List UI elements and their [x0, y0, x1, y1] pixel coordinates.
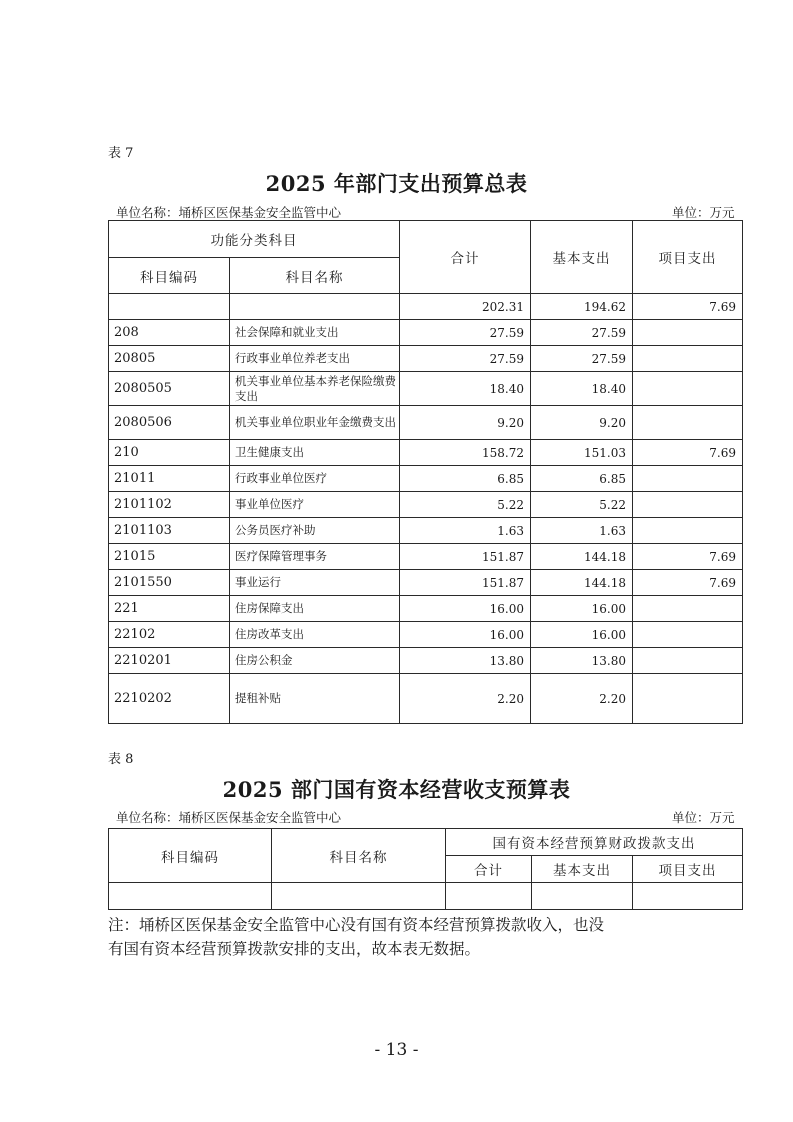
- subject-name-cell: 机关事业单位基本养老保险缴费支出: [230, 372, 400, 406]
- basic-cell: 27.59: [531, 346, 633, 372]
- subject-code-cell: 221: [109, 596, 230, 622]
- total-cell: 18.40: [400, 372, 531, 406]
- t8-cell: [446, 883, 532, 910]
- table-row: [109, 320, 743, 346]
- total-cell: 202.31: [400, 294, 531, 320]
- subject-code-cell: 2101550: [109, 570, 230, 596]
- subject-name-cell: 医疗保障管理事务: [230, 544, 400, 570]
- note-line-1: 注：埇桥区医保基金安全监管中心没有国有资本经营预算拨款收入，也没: [108, 916, 605, 934]
- t8-cell: [272, 883, 446, 910]
- state-capital-budget-table: [108, 828, 743, 910]
- table-row: [109, 622, 743, 648]
- subject-code-cell: 210: [109, 440, 230, 466]
- subject-name-cell: 住房公积金: [230, 648, 400, 674]
- basic-cell: 2.20: [531, 674, 633, 724]
- total-cell: 151.87: [400, 544, 531, 570]
- basic-cell: 9.20: [531, 406, 633, 440]
- table8-title: 2025 部门国有资本经营收支预算表: [222, 777, 571, 802]
- subject-name-cell: 行政事业单位医疗: [230, 466, 400, 492]
- project-cell: [633, 674, 743, 724]
- basic-cell: 16.00: [531, 596, 633, 622]
- t8-cell: [532, 883, 633, 910]
- subject-code-cell: 208: [109, 320, 230, 346]
- table-row: [109, 346, 743, 372]
- table-row: [109, 492, 743, 518]
- total-cell: 6.85: [400, 466, 531, 492]
- subject-name-cell: [230, 294, 400, 320]
- table-row: [109, 406, 743, 440]
- basic-cell: 13.80: [531, 648, 633, 674]
- basic-cell: 144.18: [531, 570, 633, 596]
- table-row: [109, 466, 743, 492]
- project-cell: 7.69: [633, 440, 743, 466]
- subject-code-cell: 2210202: [109, 674, 230, 724]
- table7-unit-name: 单位名称：埇桥区医保基金安全监管中心: [116, 205, 342, 220]
- basic-cell: 151.03: [531, 440, 633, 466]
- t8-header-group: 国有资本经营预算财政拨款支出: [446, 829, 743, 856]
- table-row: [109, 440, 743, 466]
- subject-name-cell: 公务员医疗补助: [230, 518, 400, 544]
- total-cell: 5.22: [400, 492, 531, 518]
- basic-cell: 27.59: [531, 320, 633, 346]
- table8-label: 表 8: [108, 752, 134, 767]
- total-cell: 16.00: [400, 622, 531, 648]
- basic-cell: 5.22: [531, 492, 633, 518]
- t8-header-total: 合计: [446, 856, 532, 883]
- table7-label: 表 7: [108, 146, 134, 161]
- total-cell: 9.20: [400, 406, 531, 440]
- t8-header-code: 科目编码: [109, 829, 272, 883]
- subject-name-cell: 行政事业单位养老支出: [230, 346, 400, 372]
- table-row: [109, 570, 743, 596]
- table8-unit-name: 单位名称：埇桥区医保基金安全监管中心: [116, 810, 342, 825]
- t8-empty-row: [109, 883, 743, 910]
- total-cell: 27.59: [400, 346, 531, 372]
- basic-cell: 18.40: [531, 372, 633, 406]
- subject-code-cell: 22102: [109, 622, 230, 648]
- header-basic: 基本支出: [531, 221, 633, 294]
- table7-unit: 单位：万元: [672, 205, 735, 220]
- t8-cell: [633, 883, 743, 910]
- table-row: [109, 648, 743, 674]
- subject-code-cell: [109, 294, 230, 320]
- table-row: [109, 544, 743, 570]
- subject-code-cell: 2101102: [109, 492, 230, 518]
- subject-name-cell: 卫生健康支出: [230, 440, 400, 466]
- subject-name-cell: 事业单位医疗: [230, 492, 400, 518]
- subject-name-cell: 住房改革支出: [230, 622, 400, 648]
- subject-code-cell: 21011: [109, 466, 230, 492]
- header-project: 项目支出: [633, 221, 743, 294]
- subject-name-cell: 事业运行: [230, 570, 400, 596]
- t8-cell: [109, 883, 272, 910]
- table-row: [109, 372, 743, 406]
- total-cell: 27.59: [400, 320, 531, 346]
- project-cell: [633, 492, 743, 518]
- subject-name-cell: 社会保障和就业支出: [230, 320, 400, 346]
- table7-title: 2025 年部门支出预算总表: [265, 171, 528, 196]
- project-cell: [633, 648, 743, 674]
- project-cell: [633, 372, 743, 406]
- subject-code-cell: 2080506: [109, 406, 230, 440]
- basic-cell: 16.00: [531, 622, 633, 648]
- note-line-2: 有国有资本经营预算拨款安排的支出，故本表无数据。: [108, 940, 481, 958]
- page-number: - 13 -: [374, 1040, 419, 1060]
- budget-expenditure-table: [108, 220, 743, 724]
- project-cell: [633, 346, 743, 372]
- total-cell: 16.00: [400, 596, 531, 622]
- table-row: [109, 518, 743, 544]
- basic-cell: 144.18: [531, 544, 633, 570]
- project-cell: [633, 596, 743, 622]
- total-cell: 2.20: [400, 674, 531, 724]
- subject-code-cell: 20805: [109, 346, 230, 372]
- project-cell: [633, 466, 743, 492]
- basic-cell: 194.62: [531, 294, 633, 320]
- project-cell: [633, 406, 743, 440]
- total-cell: 158.72: [400, 440, 531, 466]
- header-code: 科目编码: [109, 258, 230, 294]
- header-name: 科目名称: [230, 258, 400, 294]
- subject-name-cell: 提租补贴: [230, 674, 400, 724]
- subject-name-cell: 机关事业单位职业年金缴费支出: [230, 406, 400, 440]
- header-total: 合计: [400, 221, 531, 294]
- subject-name-cell: 住房保障支出: [230, 596, 400, 622]
- table-row: [109, 596, 743, 622]
- subject-code-cell: 21015: [109, 544, 230, 570]
- t8-header-name: 科目名称: [272, 829, 446, 883]
- table8-unit: 单位：万元: [672, 810, 735, 825]
- basic-cell: 1.63: [531, 518, 633, 544]
- project-cell: 7.69: [633, 544, 743, 570]
- header-function-category: 功能分类科目: [109, 221, 400, 258]
- total-cell: 1.63: [400, 518, 531, 544]
- project-cell: [633, 622, 743, 648]
- subject-code-cell: 2210201: [109, 648, 230, 674]
- project-cell: 7.69: [633, 294, 743, 320]
- total-cell: 13.80: [400, 648, 531, 674]
- basic-cell: 6.85: [531, 466, 633, 492]
- table-row: [109, 674, 743, 724]
- t8-header-project: 项目支出: [633, 856, 743, 883]
- project-cell: [633, 518, 743, 544]
- subject-code-cell: 2080505: [109, 372, 230, 406]
- table-row: [109, 294, 743, 320]
- subject-code-cell: 2101103: [109, 518, 230, 544]
- t8-header-basic: 基本支出: [532, 856, 633, 883]
- project-cell: [633, 320, 743, 346]
- project-cell: 7.69: [633, 570, 743, 596]
- total-cell: 151.87: [400, 570, 531, 596]
